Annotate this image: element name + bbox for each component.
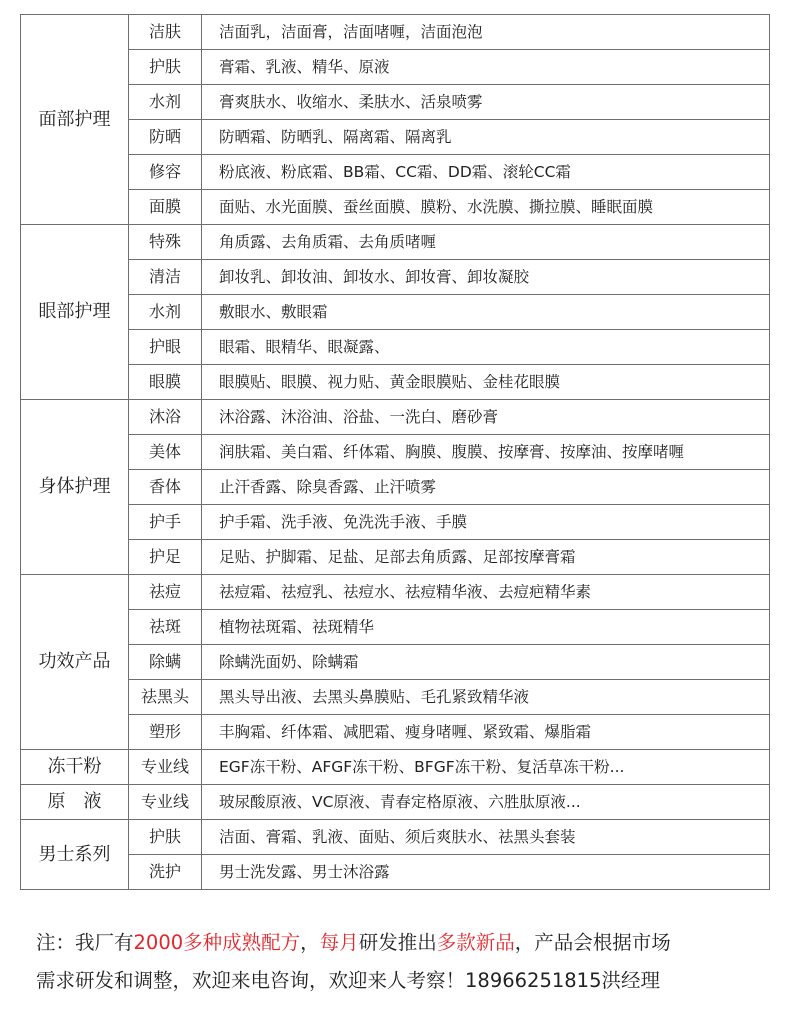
- subcategory-cell: 塑形: [129, 715, 202, 750]
- category-cell: 原 液: [21, 785, 129, 820]
- table-row: [21, 225, 770, 260]
- table-row: [21, 15, 770, 50]
- subcategory-cell: 祛黑头: [129, 680, 202, 715]
- table-row: [21, 715, 770, 750]
- subcategory-cell: 沐浴: [129, 400, 202, 435]
- subcategory-cell: 美体: [129, 435, 202, 470]
- product-list-cell: 玻尿酸原液、VC原液、青春定格原液、六胜肽原液...: [202, 785, 770, 820]
- subcategory-cell: 护肤: [129, 820, 202, 855]
- category-cell: 眼部护理: [21, 225, 129, 400]
- subcategory-cell: 清洁: [129, 260, 202, 295]
- table-row: [21, 330, 770, 365]
- product-list-cell: EGF冻干粉、AFGF冻干粉、BFGF冻干粉、复活草冻干粉...: [202, 750, 770, 785]
- product-list-cell: 丰胸霜、纤体霜、减肥霜、瘦身啫喱、紧致霜、爆脂霜: [202, 715, 770, 750]
- subcategory-cell: 护眼: [129, 330, 202, 365]
- subcategory-cell: 护肤: [129, 50, 202, 85]
- product-list-cell: 眼霜、眼精华、眼凝露、: [202, 330, 770, 365]
- table-row: [21, 540, 770, 575]
- product-list-cell: 角质露、去角质霜、去角质啫喱: [202, 225, 770, 260]
- table-row: [21, 435, 770, 470]
- table-row: [21, 505, 770, 540]
- product-table-container: [20, 14, 769, 890]
- footer-text-market: ，产品会根据市场: [514, 931, 671, 954]
- footer-text-comma: ，: [300, 931, 320, 954]
- table-row: [21, 470, 770, 505]
- product-list-cell: 黑头导出液、去黑头鼻膜贴、毛孔紧致精华液: [202, 680, 770, 715]
- subcategory-cell: 护手: [129, 505, 202, 540]
- subcategory-cell: 特殊: [129, 225, 202, 260]
- product-list-cell: 眼膜贴、眼膜、视力贴、黄金眼膜贴、金桂花眼膜: [202, 365, 770, 400]
- subcategory-cell: 防晒: [129, 120, 202, 155]
- footer-text-intro: 注：我厂有: [36, 931, 134, 954]
- category-cell: 面部护理: [21, 15, 129, 225]
- table-row: [21, 295, 770, 330]
- table-row: [21, 400, 770, 435]
- product-list-cell: 防晒霜、防晒乳、隔离霜、隔离乳: [202, 120, 770, 155]
- subcategory-cell: 祛斑: [129, 610, 202, 645]
- table-row: [21, 645, 770, 680]
- footer-highlight-new-products: 多款新品: [436, 931, 515, 954]
- subcategory-cell: 水剂: [129, 85, 202, 120]
- subcategory-cell: 修容: [129, 155, 202, 190]
- product-list-cell: 洁面乳，洁面膏，洁面啫喱，洁面泡泡: [202, 15, 770, 50]
- product-list-cell: 植物祛斑霜、祛斑精华: [202, 610, 770, 645]
- product-list-cell: 男士洗发露、男士沐浴露: [202, 855, 770, 890]
- product-list-cell: 面贴、水光面膜、蚕丝面膜、膜粉、水洗膜、撕拉膜、睡眠面膜: [202, 190, 770, 225]
- footer-line-2: 需求研发和调整，欢迎来电咨询，欢迎来人考察！18966251815洪经理: [36, 969, 660, 992]
- subcategory-cell: 专业线: [129, 750, 202, 785]
- product-list-cell: 沐浴露、沐浴油、浴盐、一洗白、磨砂膏: [202, 400, 770, 435]
- category-cell: 功效产品: [21, 575, 129, 750]
- product-list-cell: 除螨洗面奶、除螨霜: [202, 645, 770, 680]
- table-row: [21, 85, 770, 120]
- subcategory-cell: 除螨: [129, 645, 202, 680]
- table-row: [21, 750, 770, 785]
- category-cell: 冻干粉: [21, 750, 129, 785]
- footer-highlight-formulas: 2000多种成熟配方: [133, 931, 301, 954]
- table-row: [21, 155, 770, 190]
- footer-note: [36, 924, 776, 1000]
- footer-line-1: [36, 924, 776, 962]
- product-list-cell: 足贴、护脚霜、足盐、足部去角质露、足部按摩膏霜: [202, 540, 770, 575]
- subcategory-cell: 眼膜: [129, 365, 202, 400]
- table-row: [21, 680, 770, 715]
- category-cell: 男士系列: [21, 820, 129, 890]
- table-row: [21, 575, 770, 610]
- table-row: [21, 365, 770, 400]
- table-row: [21, 610, 770, 645]
- table-row: [21, 120, 770, 155]
- table-row: [21, 820, 770, 855]
- subcategory-cell: 洗护: [129, 855, 202, 890]
- subcategory-cell: 洁肤: [129, 15, 202, 50]
- product-category-table: [20, 14, 770, 890]
- subcategory-cell: 水剂: [129, 295, 202, 330]
- product-list-cell: 粉底液、粉底霜、BB霜、CC霜、DD霜、滚轮CC霜: [202, 155, 770, 190]
- subcategory-cell: 祛痘: [129, 575, 202, 610]
- footer-highlight-monthly: 每月: [319, 931, 359, 954]
- table-row: [21, 855, 770, 890]
- table-row: [21, 190, 770, 225]
- product-list-cell: 护手霜、洗手液、免洗洗手液、手膜: [202, 505, 770, 540]
- subcategory-cell: 香体: [129, 470, 202, 505]
- table-row: [21, 50, 770, 85]
- subcategory-cell: 护足: [129, 540, 202, 575]
- subcategory-cell: 专业线: [129, 785, 202, 820]
- category-cell: 身体护理: [21, 400, 129, 575]
- product-list-cell: 膏霜、乳液、精华、原液: [202, 50, 770, 85]
- product-list-cell: 敷眼水、敷眼霜: [202, 295, 770, 330]
- product-table-body: [21, 15, 770, 890]
- product-list-cell: 卸妆乳、卸妆油、卸妆水、卸妆膏、卸妆凝胶: [202, 260, 770, 295]
- table-row: [21, 785, 770, 820]
- product-list-cell: 洁面、膏霜、乳液、面贴、须后爽肤水、祛黑头套装: [202, 820, 770, 855]
- product-list-cell: 润肤霜、美白霜、纤体霜、胸膜、腹膜、按摩膏、按摩油、按摩啫喱: [202, 435, 770, 470]
- product-list-cell: 膏爽肤水、收缩水、柔肤水、活泉喷雾: [202, 85, 770, 120]
- product-list-cell: 止汗香露、除臭香露、止汗喷雾: [202, 470, 770, 505]
- product-list-cell: 祛痘霜、祛痘乳、祛痘水、祛痘精华液、去痘疤精华素: [202, 575, 770, 610]
- table-row: [21, 260, 770, 295]
- subcategory-cell: 面膜: [129, 190, 202, 225]
- footer-text-develop: 研发推出: [358, 931, 437, 954]
